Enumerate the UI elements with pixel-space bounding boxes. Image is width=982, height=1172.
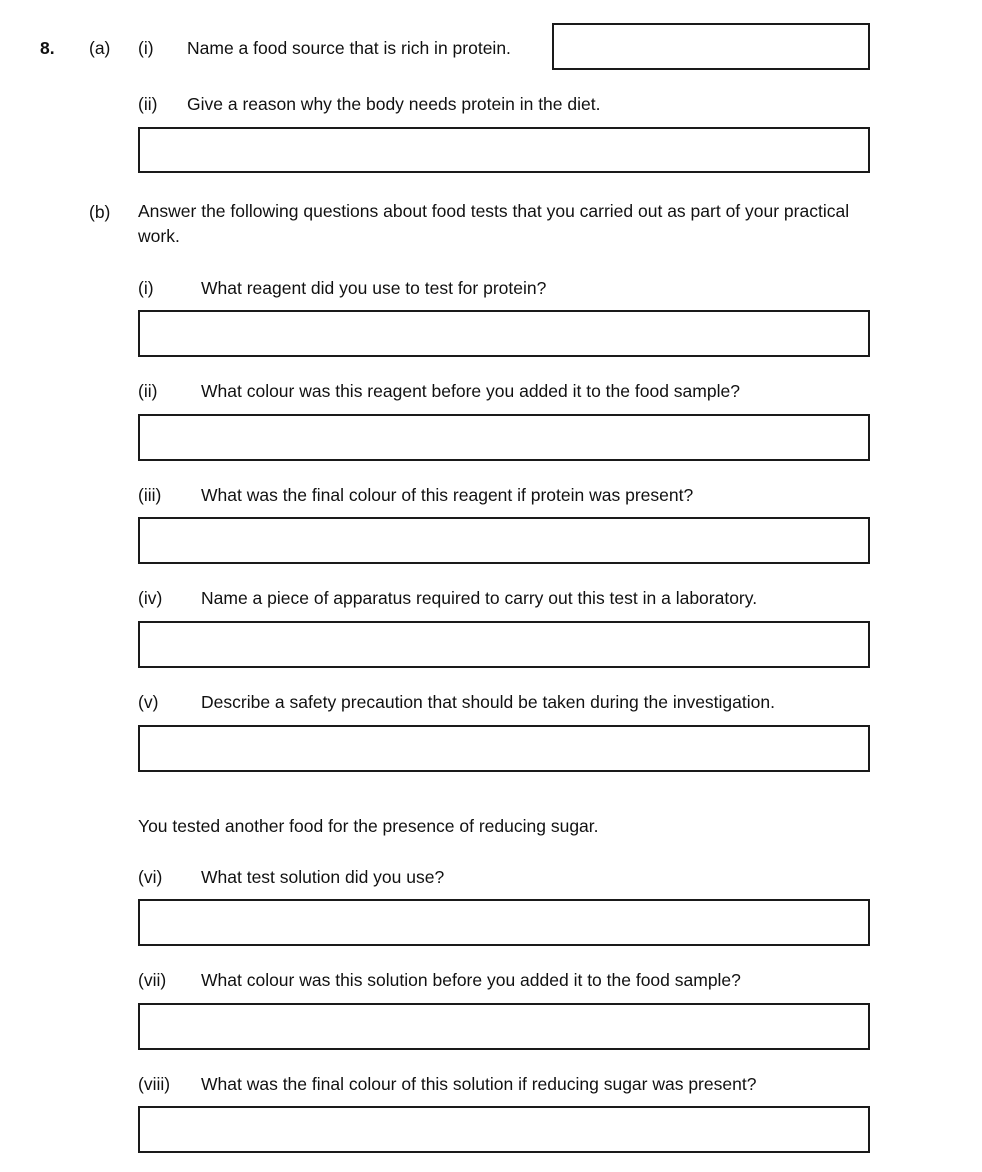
part-b-ii-question: What colour was this reagent before you added it to the food sample? (201, 381, 740, 401)
part-b-label: (b) (89, 202, 111, 222)
part-b-vii-label: (vii) (138, 970, 167, 990)
part-b-intro: Answer the following questions about food tests that you carried out as part of your practical work. (138, 201, 850, 246)
part-b-vi-question: What test solution did you use? (201, 867, 445, 887)
reducing-sugar-intro: You tested another food for the presence of reducing sugar. (138, 816, 599, 836)
part-a-i-question: Name a food source that is rich in protein. (187, 38, 511, 58)
question-number: 8. (40, 38, 55, 58)
part-b-iv-label: (iv) (138, 588, 163, 608)
part-b-vi-label: (vi) (138, 867, 163, 887)
part-b-vii-question: What colour was this solution before you added it to the food sample? (201, 970, 741, 990)
part-b-iv-question: Name a piece of apparatus required to carry out this test in a laboratory. (201, 588, 758, 608)
part-b-iii-label: (iii) (138, 485, 162, 505)
part-b-ii-label: (ii) (138, 381, 158, 401)
part-a-ii-label: (ii) (138, 94, 158, 114)
part-b-vi-answer-box[interactable] (138, 899, 870, 946)
part-b-vii-answer-box[interactable] (138, 1003, 870, 1050)
part-a-i-label: (i) (138, 38, 154, 58)
part-b-iv-answer-box[interactable] (138, 621, 870, 668)
part-a-i-answer-box[interactable] (552, 23, 870, 70)
part-b-i-question: What reagent did you use to test for protein? (201, 278, 547, 298)
part-b-v-answer-box[interactable] (138, 725, 870, 772)
part-b-viii-question: What was the final colour of this solution if reducing sugar was present? (201, 1074, 757, 1094)
part-b-viii-answer-box[interactable] (138, 1106, 870, 1153)
part-a-label: (a) (89, 38, 111, 58)
part-a-ii-answer-box[interactable] (138, 127, 870, 173)
part-b-i-answer-box[interactable] (138, 310, 870, 357)
part-a-ii-question: Give a reason why the body needs protein in the diet. (187, 94, 601, 114)
part-b-viii-label: (viii) (138, 1074, 171, 1094)
part-b-v-question: Describe a safety precaution that should be taken during the investigation. (201, 692, 775, 712)
part-b-ii-answer-box[interactable] (138, 414, 870, 461)
part-b-iii-question: What was the final colour of this reagent if protein was present? (201, 485, 694, 505)
part-b-iii-answer-box[interactable] (138, 517, 870, 564)
part-b-i-label: (i) (138, 278, 154, 298)
part-b-v-label: (v) (138, 692, 159, 712)
